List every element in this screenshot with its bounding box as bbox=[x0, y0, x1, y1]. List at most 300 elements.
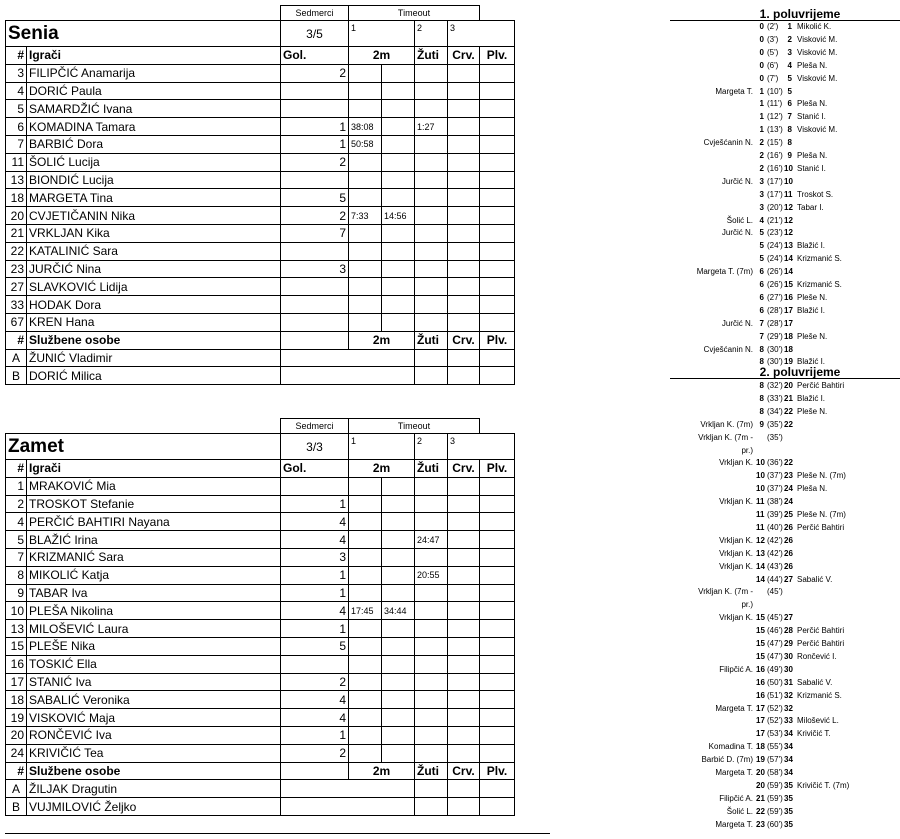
minute: (11') bbox=[767, 99, 783, 109]
minute: (17') bbox=[767, 176, 783, 186]
home-score: 10 bbox=[756, 484, 765, 494]
player-red bbox=[448, 171, 480, 189]
timeout-2: 2 bbox=[415, 21, 448, 47]
minute: (26') bbox=[767, 267, 783, 277]
home-score: 16 bbox=[756, 690, 765, 700]
player-red bbox=[448, 64, 480, 82]
player-2m-second bbox=[382, 82, 415, 100]
player-goals: 4 bbox=[281, 691, 349, 709]
minute: (5') bbox=[767, 47, 779, 57]
home-score: 22 bbox=[756, 806, 765, 816]
player-number: 20 bbox=[6, 726, 27, 744]
home-score: 20 bbox=[756, 780, 765, 790]
col-red: Crv. bbox=[448, 47, 480, 65]
player-2m-first bbox=[349, 224, 382, 242]
player-blue bbox=[480, 296, 515, 314]
blank bbox=[349, 798, 382, 816]
half-title: 2. poluvrijeme bbox=[759, 365, 841, 379]
official-yellow bbox=[415, 798, 448, 816]
player-number: 33 bbox=[6, 296, 27, 314]
table-row bbox=[6, 153, 515, 171]
player-2m-first bbox=[349, 709, 382, 727]
table-row bbox=[6, 709, 515, 727]
home-score: 15 bbox=[756, 626, 765, 636]
col-players: Igrači bbox=[27, 47, 281, 65]
log-entry bbox=[670, 433, 900, 442]
player-red bbox=[448, 691, 480, 709]
away-score: 18 bbox=[784, 344, 793, 354]
player-number: 5 bbox=[6, 531, 27, 549]
timeout-3: 3 bbox=[448, 21, 515, 47]
player-2m-first bbox=[349, 495, 382, 513]
player-2m-second bbox=[382, 278, 415, 296]
col-yellow: Žuti bbox=[415, 331, 448, 349]
log-continuation: pr.) bbox=[741, 600, 753, 610]
player-yellow bbox=[415, 278, 448, 296]
player-name: SAMARDŽIĆ Ivana bbox=[27, 100, 281, 118]
player-2m-first: 50:58 bbox=[349, 135, 382, 153]
log-entry bbox=[670, 35, 900, 44]
player-goals: 5 bbox=[281, 189, 349, 207]
player-number: 10 bbox=[6, 602, 27, 620]
col-2m: 2m bbox=[349, 762, 415, 780]
player-red bbox=[448, 566, 480, 584]
minute: (7') bbox=[767, 73, 779, 83]
away-scorer: Krivičić T. (7m) bbox=[797, 780, 850, 790]
col-num: # bbox=[6, 47, 27, 65]
table-row bbox=[6, 744, 515, 762]
col-yellow: Žuti bbox=[415, 47, 448, 65]
away-score: 12 bbox=[784, 202, 793, 212]
log-entry bbox=[670, 228, 900, 237]
minute: (26') bbox=[767, 280, 783, 289]
home-score: 1 bbox=[759, 99, 764, 109]
home-scorer: Margeta T. bbox=[715, 819, 753, 829]
player-goals bbox=[281, 313, 349, 331]
col-blue: Plv. bbox=[480, 762, 515, 780]
player-red bbox=[448, 242, 480, 260]
player-number: 24 bbox=[6, 744, 27, 762]
player-blue bbox=[480, 135, 515, 153]
player-yellow bbox=[415, 495, 448, 513]
player-goals: 2 bbox=[281, 744, 349, 762]
player-yellow bbox=[415, 673, 448, 691]
player-number: 11 bbox=[6, 153, 27, 171]
official-blue bbox=[480, 349, 515, 367]
log-entry bbox=[670, 407, 900, 416]
table-row bbox=[6, 477, 515, 495]
table-row bbox=[6, 620, 515, 638]
away-scorer: Visković M. bbox=[797, 73, 838, 83]
away-scorer: Pleše N. bbox=[797, 292, 828, 302]
player-blue bbox=[480, 548, 515, 566]
log-entry bbox=[670, 484, 900, 493]
away-scorer: Troskot S. bbox=[797, 189, 834, 199]
player-2m-second bbox=[382, 691, 415, 709]
table-row bbox=[6, 798, 515, 816]
official-red bbox=[448, 367, 480, 385]
table-row bbox=[6, 566, 515, 584]
col-red: Crv. bbox=[448, 460, 480, 478]
player-yellow bbox=[415, 637, 448, 655]
player-red bbox=[448, 637, 480, 655]
home-score: 10 bbox=[756, 471, 765, 481]
away-scorer: Krivičić T. bbox=[797, 729, 831, 739]
player-red bbox=[448, 118, 480, 136]
table-row bbox=[6, 82, 515, 100]
minute: (46') bbox=[767, 626, 783, 636]
table-row bbox=[6, 548, 515, 566]
divider bbox=[5, 833, 550, 834]
player-2m-second bbox=[382, 566, 415, 584]
player-red bbox=[448, 207, 480, 225]
away-score: 35 bbox=[784, 780, 793, 790]
log-entry bbox=[670, 471, 900, 480]
minute: (55') bbox=[767, 742, 783, 752]
minute: (57') bbox=[767, 755, 783, 765]
home-score: 23 bbox=[756, 819, 765, 829]
player-yellow bbox=[415, 296, 448, 314]
log-entry bbox=[670, 575, 900, 584]
log-entry bbox=[670, 562, 900, 571]
home-score: 0 bbox=[759, 73, 764, 83]
player-red bbox=[448, 189, 480, 207]
home-scorer: Vrkljan K. bbox=[719, 535, 753, 545]
home-score: 2 bbox=[759, 163, 764, 173]
player-2m-first bbox=[349, 637, 382, 655]
player-red bbox=[448, 260, 480, 278]
log-entry bbox=[670, 549, 900, 558]
away-score: 34 bbox=[784, 755, 793, 765]
home-score: 10 bbox=[756, 458, 765, 468]
player-blue bbox=[480, 100, 515, 118]
player-2m-second bbox=[382, 513, 415, 531]
home-scorer: Cvješćanin N. bbox=[703, 344, 753, 354]
minute: (12') bbox=[767, 112, 783, 122]
away-score: 14 bbox=[784, 254, 793, 264]
log-entry bbox=[670, 254, 900, 263]
away-score: 22 bbox=[784, 458, 793, 468]
player-2m-second bbox=[382, 637, 415, 655]
log-entry bbox=[670, 704, 900, 713]
home-score: 16 bbox=[756, 677, 765, 687]
player-2m-first bbox=[349, 260, 382, 278]
table-row bbox=[6, 242, 515, 260]
away-scorer: Visković M. bbox=[797, 47, 838, 57]
home-score: 0 bbox=[759, 60, 764, 70]
player-goals: 7 bbox=[281, 224, 349, 242]
away-score: 34 bbox=[784, 729, 793, 739]
table-row bbox=[6, 207, 515, 225]
log-entry bbox=[670, 241, 900, 250]
player-blue bbox=[480, 691, 515, 709]
away-score: 35 bbox=[784, 819, 793, 829]
away-score: 35 bbox=[784, 793, 793, 803]
player-2m-second: 14:56 bbox=[382, 207, 415, 225]
log-entry bbox=[670, 639, 900, 648]
home-score: 0 bbox=[759, 47, 764, 57]
official-yellow bbox=[415, 780, 448, 798]
minute: (27') bbox=[767, 292, 783, 302]
player-yellow bbox=[415, 709, 448, 727]
home-score: 5 bbox=[759, 241, 764, 251]
player-number: 23 bbox=[6, 260, 27, 278]
away-scorer: Pleše N. bbox=[797, 406, 828, 416]
player-2m-first bbox=[349, 171, 382, 189]
minute: (28') bbox=[767, 305, 783, 315]
away-score: 15 bbox=[784, 280, 793, 289]
player-name: KOMADINA Tamara bbox=[27, 118, 281, 136]
away-score: 25 bbox=[784, 510, 793, 519]
away-score: 24 bbox=[784, 497, 793, 507]
home-scorer: Vrkljan K. (7m - bbox=[698, 587, 753, 597]
player-yellow bbox=[415, 726, 448, 744]
player-yellow bbox=[415, 513, 448, 531]
player-blue bbox=[480, 189, 515, 207]
home-score: 16 bbox=[756, 664, 765, 674]
player-blue bbox=[480, 584, 515, 602]
player-2m-first: 17:45 bbox=[349, 602, 382, 620]
player-red bbox=[448, 153, 480, 171]
away-score: 23 bbox=[784, 471, 793, 481]
player-name: BARBIĆ Dora bbox=[27, 135, 281, 153]
table-row bbox=[6, 495, 515, 513]
player-2m-second bbox=[382, 189, 415, 207]
away-score: 8 bbox=[787, 138, 792, 148]
table-row bbox=[6, 118, 515, 136]
player-blue bbox=[480, 744, 515, 762]
col-yellow: Žuti bbox=[415, 762, 448, 780]
away-score: 34 bbox=[784, 742, 793, 752]
player-2m-first bbox=[349, 531, 382, 549]
home-scorer: Margeta T. bbox=[715, 86, 753, 96]
minute: (59') bbox=[767, 780, 783, 790]
away-scorer: Sabalić V. bbox=[797, 677, 833, 687]
away-scorer: Pleše N. bbox=[797, 331, 828, 341]
divider bbox=[670, 378, 900, 379]
home-scorer: Šolić L. bbox=[726, 215, 753, 225]
player-name: TOSKIĆ Ella bbox=[27, 655, 281, 673]
player-number: 27 bbox=[6, 278, 27, 296]
official-yellow bbox=[415, 367, 448, 385]
timeout-2: 2 bbox=[415, 434, 448, 460]
away-scorer: Pleša N. bbox=[797, 99, 828, 109]
player-2m-first bbox=[349, 691, 382, 709]
home-scorer: Vrkljan K. bbox=[719, 561, 753, 571]
player-2m-first bbox=[349, 477, 382, 495]
table-row bbox=[6, 780, 515, 798]
minute: (38') bbox=[767, 497, 783, 507]
log-entry bbox=[670, 807, 900, 816]
home-score: 8 bbox=[759, 393, 764, 403]
player-yellow bbox=[415, 135, 448, 153]
away-scorer: Perčić Bahtiri bbox=[797, 381, 845, 390]
log-entry bbox=[670, 394, 900, 403]
home-score: 8 bbox=[759, 381, 764, 390]
player-2m-second bbox=[382, 495, 415, 513]
player-name: KATALINIĆ Sara bbox=[27, 242, 281, 260]
player-goals: 4 bbox=[281, 602, 349, 620]
player-yellow bbox=[415, 207, 448, 225]
home-scorer: Filipčić A. bbox=[719, 793, 753, 803]
minute: (16') bbox=[767, 151, 783, 160]
blank bbox=[281, 331, 349, 349]
player-2m-first bbox=[349, 296, 382, 314]
col-blue: Plv. bbox=[480, 331, 515, 349]
player-number: 6 bbox=[6, 118, 27, 136]
minute: (24') bbox=[767, 241, 783, 251]
away-score: 27 bbox=[784, 574, 793, 584]
minute: (49') bbox=[767, 664, 783, 674]
player-2m-second bbox=[382, 477, 415, 495]
sedmerci-value: 3/3 bbox=[281, 434, 349, 460]
home-score: 19 bbox=[756, 755, 765, 765]
table-row bbox=[6, 726, 515, 744]
log-entry bbox=[670, 678, 900, 687]
player-yellow bbox=[415, 82, 448, 100]
away-scorer: Blažić I. bbox=[797, 393, 826, 403]
col-num: # bbox=[6, 460, 27, 478]
player-red bbox=[448, 224, 480, 242]
away-scorer: Pleša N. bbox=[797, 60, 828, 70]
home-scorer: Vrkljan K. bbox=[719, 497, 753, 507]
player-2m-first: 7:33 bbox=[349, 207, 382, 225]
official-blue bbox=[480, 367, 515, 385]
home-score: 15 bbox=[756, 651, 765, 661]
table-row bbox=[6, 349, 515, 367]
log-entry bbox=[670, 48, 900, 57]
player-2m-second bbox=[382, 744, 415, 762]
col-officials: Službene osobe bbox=[27, 762, 281, 780]
player-name: KRIZMANIĆ Sara bbox=[27, 548, 281, 566]
minute: (33') bbox=[767, 393, 783, 403]
log-entry bbox=[670, 691, 900, 700]
minute: (37') bbox=[767, 484, 783, 494]
timeout-1: 1 bbox=[349, 434, 415, 460]
player-blue bbox=[480, 260, 515, 278]
away-score: 14 bbox=[784, 267, 793, 277]
player-goals: 2 bbox=[281, 64, 349, 82]
away-score: 32 bbox=[784, 690, 793, 700]
home-score: 21 bbox=[756, 793, 765, 803]
official-red bbox=[448, 798, 480, 816]
home-score: 7 bbox=[759, 331, 764, 341]
home-score: 2 bbox=[759, 151, 764, 160]
minute: (28') bbox=[767, 318, 783, 328]
player-2m-first bbox=[349, 584, 382, 602]
away-score: 22 bbox=[784, 406, 793, 416]
official-red bbox=[448, 780, 480, 798]
player-number: 4 bbox=[6, 513, 27, 531]
player-yellow: 1:27 bbox=[415, 118, 448, 136]
player-blue bbox=[480, 242, 515, 260]
log-entry bbox=[670, 458, 900, 467]
player-number: 21 bbox=[6, 224, 27, 242]
home-score: 8 bbox=[759, 344, 764, 354]
player-name: KREN Hana bbox=[27, 313, 281, 331]
player-yellow bbox=[415, 224, 448, 242]
official-name: DORIĆ Milica bbox=[27, 367, 281, 385]
table-row bbox=[6, 296, 515, 314]
player-number: 5 bbox=[6, 100, 27, 118]
away-score: 12 bbox=[784, 228, 793, 238]
player-name: FILIPČIĆ Anamarija bbox=[27, 64, 281, 82]
blank bbox=[382, 798, 415, 816]
log-entry bbox=[670, 319, 900, 328]
timeout-1: 1 bbox=[349, 21, 415, 47]
player-red bbox=[448, 135, 480, 153]
player-name: DORIĆ Paula bbox=[27, 82, 281, 100]
player-red bbox=[448, 548, 480, 566]
player-yellow bbox=[415, 655, 448, 673]
player-2m-second bbox=[382, 135, 415, 153]
player-goals: 1 bbox=[281, 135, 349, 153]
home-scorer: Margeta T. bbox=[715, 703, 753, 713]
away-score: 7 bbox=[787, 112, 792, 122]
player-red bbox=[448, 495, 480, 513]
log-entry bbox=[670, 652, 900, 661]
player-2m-second bbox=[382, 171, 415, 189]
log-entry bbox=[670, 716, 900, 725]
player-red bbox=[448, 296, 480, 314]
home-score: 15 bbox=[756, 613, 765, 623]
away-score: 26 bbox=[784, 535, 793, 545]
home-score: 13 bbox=[756, 548, 765, 558]
minute: (50') bbox=[767, 677, 783, 687]
col-2m: 2m bbox=[349, 460, 415, 478]
away-score: 3 bbox=[787, 47, 792, 57]
player-name: VISKOVIĆ Maja bbox=[27, 709, 281, 727]
timeout-3: 3 bbox=[448, 434, 515, 460]
away-score: 9 bbox=[787, 151, 792, 160]
col-officials: Službene osobe bbox=[27, 331, 281, 349]
minute: (52') bbox=[767, 703, 783, 713]
minute: (3') bbox=[767, 34, 779, 44]
player-2m-first bbox=[349, 313, 382, 331]
player-blue bbox=[480, 118, 515, 136]
official-letter: A bbox=[6, 780, 27, 798]
away-score: 21 bbox=[784, 393, 793, 403]
player-blue bbox=[480, 531, 515, 549]
minute: (13') bbox=[767, 125, 783, 135]
home-score: 14 bbox=[756, 561, 765, 571]
home-score: 1 bbox=[759, 125, 764, 135]
sedmerci-label: Sedmerci bbox=[281, 419, 349, 434]
player-name: KRIVIČIĆ Tea bbox=[27, 744, 281, 762]
minute: (44') bbox=[767, 574, 783, 584]
table-row bbox=[6, 224, 515, 242]
player-number: 1 bbox=[6, 477, 27, 495]
log-entry bbox=[670, 267, 900, 276]
blank bbox=[6, 419, 281, 434]
log-entry bbox=[670, 164, 900, 173]
log-entry bbox=[670, 203, 900, 212]
sedmerci-label: Sedmerci bbox=[281, 6, 349, 21]
player-blue bbox=[480, 64, 515, 82]
away-scorer: Stanić I. bbox=[797, 163, 826, 173]
col-blue: Plv. bbox=[480, 47, 515, 65]
away-score: 1 bbox=[787, 22, 792, 31]
player-yellow bbox=[415, 171, 448, 189]
player-yellow: 24:47 bbox=[415, 531, 448, 549]
player-goals: 1 bbox=[281, 495, 349, 513]
minute: (16') bbox=[767, 163, 783, 173]
player-name: PERČIĆ BAHTIRI Nayana bbox=[27, 513, 281, 531]
player-number: 9 bbox=[6, 584, 27, 602]
official-letter: B bbox=[6, 798, 27, 816]
player-name: SABALIĆ Veronika bbox=[27, 691, 281, 709]
player-goals bbox=[281, 82, 349, 100]
